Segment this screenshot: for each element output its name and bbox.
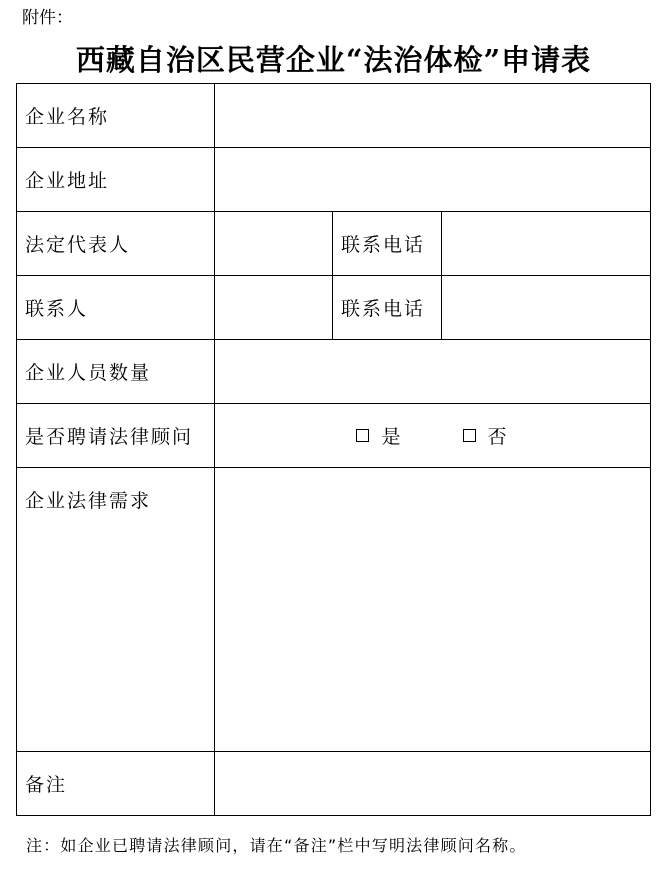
remarks-field[interactable] xyxy=(215,752,651,816)
row-remarks xyxy=(17,752,651,816)
option-yes-label: 是 xyxy=(381,426,403,448)
company-name-label: 企业名称 xyxy=(17,84,215,148)
staff-count-label: 企业人员数量 xyxy=(17,340,215,404)
contact-person-label: 联系人 xyxy=(17,276,215,340)
no-checkbox[interactable] xyxy=(463,429,476,442)
yes-checkbox[interactable] xyxy=(356,429,369,442)
legal-representative-label: 法定代表人 xyxy=(17,212,215,276)
legal-representative-field[interactable] xyxy=(215,212,333,276)
contact-person-field[interactable] xyxy=(215,276,333,340)
remarks-label: 备注 xyxy=(17,752,215,816)
phone-field-2[interactable] xyxy=(442,276,651,340)
form-title: 西藏自治区民营企业“法治体检”申请表 xyxy=(75,43,592,77)
row-legal-representative xyxy=(17,212,651,276)
staff-count-field[interactable] xyxy=(215,340,651,404)
phone-label-1: 联系电话 xyxy=(333,212,442,276)
company-address-label: 企业地址 xyxy=(17,148,215,212)
legal-advisor-label: 是否聘请法律顾问 xyxy=(17,404,215,468)
application-form-table xyxy=(16,83,651,816)
row-contact-person xyxy=(17,276,651,340)
option-no[interactable] xyxy=(463,422,509,449)
legal-needs-field[interactable] xyxy=(215,468,651,752)
option-yes[interactable] xyxy=(356,422,402,449)
legal-advisor-choice xyxy=(215,404,651,468)
row-company-address xyxy=(17,148,651,212)
row-legal-needs xyxy=(17,468,651,752)
row-company-name xyxy=(17,84,651,148)
footnote: 注：如企业已聘请法律顾问，请在“备注”栏中写明法律顾问名称。 xyxy=(26,836,527,855)
company-name-field[interactable] xyxy=(215,84,651,148)
company-address-field[interactable] xyxy=(215,148,651,212)
legal-needs-label: 企业法律需求 xyxy=(17,468,215,752)
row-staff-count xyxy=(17,340,651,404)
option-no-label: 否 xyxy=(487,426,509,448)
row-legal-advisor xyxy=(17,404,651,468)
attachment-label: 附件： xyxy=(22,8,73,28)
phone-field-1[interactable] xyxy=(442,212,651,276)
phone-label-2: 联系电话 xyxy=(333,276,442,340)
